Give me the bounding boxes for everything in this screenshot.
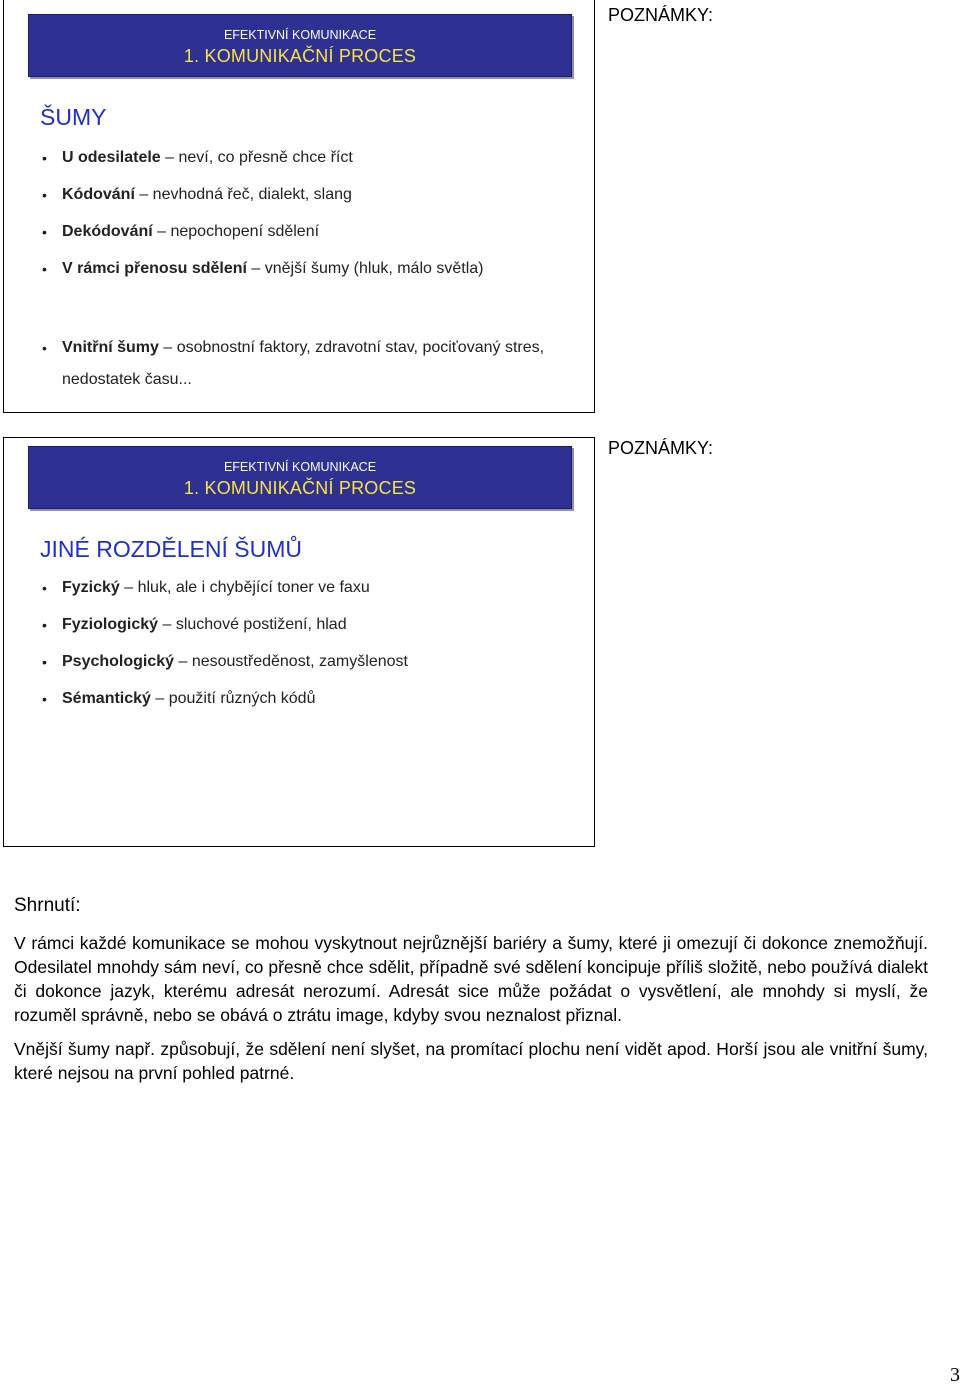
bullet-item	[40, 578, 408, 615]
bullet-item-wrapped	[40, 332, 602, 396]
bullet-key: V rámci přenosu sdělení	[62, 260, 247, 277]
bullet-text: – sluchové postižení, hlad	[158, 616, 347, 633]
bullet-item	[40, 185, 483, 222]
bullet-item	[40, 689, 408, 726]
bullet-list	[40, 148, 483, 296]
bullet-text: – nevhodná řeč, dialekt, slang	[134, 186, 352, 203]
slide-banner	[28, 14, 572, 77]
bullet-key: Kódování	[62, 186, 135, 203]
slide-jine-rozdeleni	[3, 437, 595, 847]
page-number: 3	[950, 1364, 960, 1386]
notes-label: POZNÁMKY:	[608, 5, 714, 25]
slide-heading: JINÉ ROZDĚLENÍ ŠUMŮ	[40, 536, 302, 562]
summary-section	[14, 895, 928, 1085]
bullet-item	[40, 259, 483, 296]
bullet-key: Sémantický	[62, 690, 151, 707]
bullet-text: – hluk, ale i chybějící toner ve faxu	[119, 579, 370, 596]
bullet-key: Dekódování	[62, 223, 153, 240]
slide-banner	[28, 446, 572, 509]
bullet-key: Fyziologický	[62, 616, 159, 633]
bullet-text: – použití různých kódů	[150, 690, 316, 707]
bullet-item	[40, 222, 483, 259]
bullet-item	[40, 148, 483, 185]
summary-paragraph: Vnější šumy např. způsobují, že sdělení není slyšet, na promítací plochu není vidět apod. Horší jsou ale vnitřní šumy, které nejsou na první pohled patrné.	[14, 1039, 928, 1083]
bullet-text: – nesoustředěnost, zamyšlenost	[174, 653, 408, 670]
banner-subtitle: EFEKTIVNÍ KOMUNIKACE	[223, 28, 377, 42]
bullet-text: – nepochopení sdělení	[152, 223, 320, 240]
bullet-item	[40, 615, 408, 652]
banner-title: 1. KOMUNIKAČNÍ PROCES	[183, 478, 417, 498]
bullet-key: U odesilatele	[62, 149, 161, 166]
notes-label: POZNÁMKY:	[608, 438, 714, 458]
banner-title: 1. KOMUNIKAČNÍ PROCES	[183, 46, 417, 66]
slide-heading: ŠUMY	[40, 104, 107, 130]
summary-title: Shrnutí:	[14, 895, 81, 916]
bullet-key: Vnitřní šumy	[62, 339, 159, 356]
bullet-key: Fyzický	[62, 579, 120, 596]
bullet-text: – osobnostní faktory, zdravotní stav, pociťovaný stres, nedostatek času...	[62, 339, 545, 388]
bullet-text: – vnější šumy (hluk, málo světla)	[246, 260, 484, 277]
banner-subtitle: EFEKTIVNÍ KOMUNIKACE	[223, 460, 377, 474]
bullet-key: Psychologický	[62, 653, 175, 670]
bullet-item	[40, 652, 408, 689]
slide-sumy	[3, 0, 595, 413]
bullet-list	[40, 578, 408, 726]
bullet-text: – neví, co přesně chce říct	[160, 149, 353, 166]
summary-paragraph: V rámci každé komunikace se mohou vyskytnout nejrůznější bariéry a šumy, které ji omezují či dokonce znemožňují. Odesilatel mnohdy sám neví, co přesně chce sdělit, případně své sdělení koncipuje příliš složitě, nebo používá dialekt či dokonce jazyk, kterému adresát nerozumí. Adresát sice může požádat o vysvětlení, ale mnohdy si myslí, že rozuměl správně, nebo se obává o ztrátu image, kdyby svou neznalost přiznal.	[14, 933, 928, 1025]
